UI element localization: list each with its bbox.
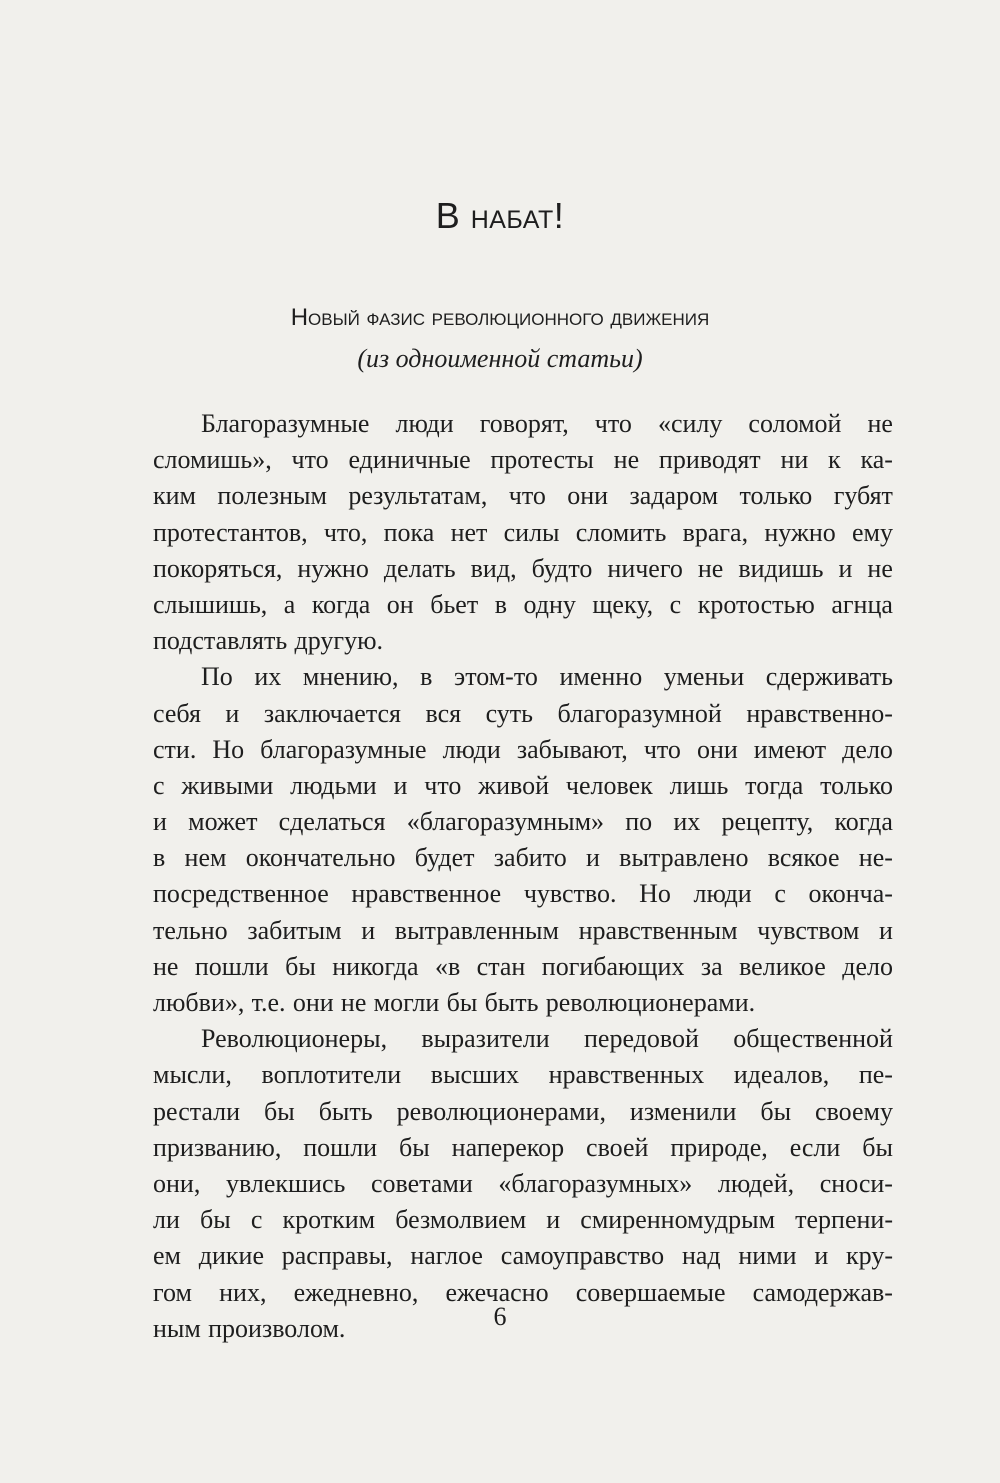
text-line: протестантов, что, пока нет силы сломить врага, нужно ему — [153, 517, 893, 547]
text-line: Благоразумные люди говорят, что «силу соломой не — [201, 409, 893, 438]
text-line: посредственное нравственное чувство. Но люди с оконча- — [153, 879, 893, 909]
text-line: Революционеры, выразители передовой общественной — [201, 1024, 893, 1054]
text-line: покоряться, нужно делать вид, будто ничего не видишь и не — [153, 553, 893, 583]
text-line: ким полезным результатам, что они задаром только губят — [153, 481, 893, 511]
article-subtitle: Новый фазис революционного движения — [290, 304, 710, 331]
text-line: слышишь, а когда он бьет в одну щеку, с кротостью агнца — [153, 589, 893, 619]
text-line: рестали бы быть революционерами, изменили бы своему — [153, 1096, 893, 1126]
text-line: тельно забитым и вытравленным нравственным чувством и — [153, 915, 893, 945]
text-line: сти. Но благоразумные люди забывают, что они имеют дело — [153, 734, 893, 764]
article-source-note: (из одноименной статьи) — [357, 344, 643, 373]
text-line: ем дикие расправы, наглое самоуправство над ними и кру- — [153, 1241, 893, 1271]
text-line: ным произволом. — [153, 1313, 346, 1343]
text-line: с живыми людьми и что живой человек лишь тогда только — [153, 770, 893, 800]
text-line: они, увлекшись советами «благоразумных» людей, сноси- — [153, 1168, 893, 1198]
text-line: любви», т.е. они не могли бы быть революционерами. — [153, 988, 756, 1017]
text-line: подставлять другую. — [153, 626, 383, 656]
text-line: мысли, воплотители высших нравственных идеалов, пе- — [153, 1060, 893, 1090]
chapter-title: В набат! — [435, 195, 565, 236]
text-line: и может сделаться «благоразумным» по их рецепту, когда — [153, 807, 893, 837]
body-text — [153, 406, 893, 1347]
text-line: себя и заключается вся суть благоразумной нравственно- — [153, 698, 893, 728]
text-line: гом них, ежедневно, ежечасно совершаемые самодержав- — [153, 1277, 893, 1307]
text-line: не пошли бы никогда «в стан погибающих за великое дело — [153, 951, 893, 981]
text-line: По их мнению, в этом-то именно уменьи сдерживать — [201, 662, 893, 692]
text-line: ли бы с кротким безмолвием и смиренномудрым терпени- — [153, 1205, 893, 1235]
page-number: 6 — [493, 1302, 507, 1331]
text-line: сломишь», что единичные протесты не приводят ни к ка- — [153, 445, 893, 475]
text-line: в нем окончательно будет забито и вытравлено всякое не- — [153, 843, 893, 873]
text-line: призванию, пошли бы наперекор своей природе, если бы — [153, 1132, 893, 1162]
